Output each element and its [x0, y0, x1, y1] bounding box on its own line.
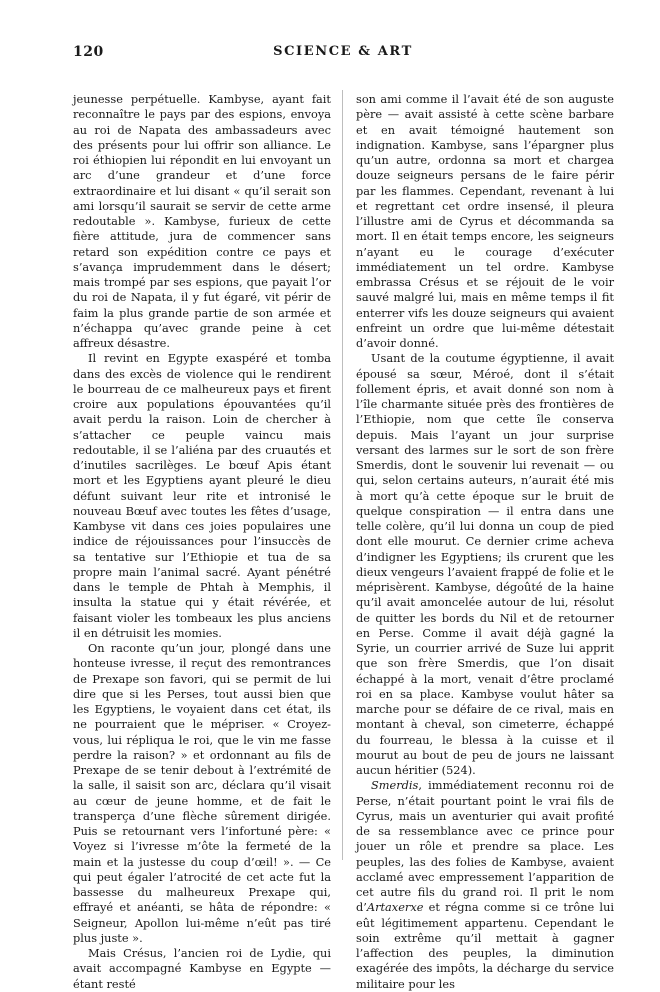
paragraph: Mais Crésus, l’ancien roi de Lydie, qui avait accompagné Kambyse en Egypte — étant resté — [73, 946, 331, 991]
paragraph: son ami comme il l’avait été de son auguste père — avait assisté à cette scène barbare et en avait témoigné hautement son indignation. Kambyse, sans l’épargner plus qu’un autre, ordonna sa mort et chargea douze seigneurs persans de le faire périr par les flammes. Cependant, revenant à lui et regrettant cet ordre insensé, il pleura l’illustre ami de Cyrus et décommanda sa mort. Il en était temps encore, les seigneurs n’ayant eu le courage d’exécuter immédiatement un tel ordre. Kambyse embrassa Crésus et se réjouit de le voir sauvé malgré lui, mais en même temps il fit enterrer vifs les douze seigneurs qui avaient enfreint un ordre que lui-même détestait d’avoir donné. — [356, 92, 614, 350]
paragraph: Usant de la coutume égyptienne, il avait épousé sa sœur, Méroé, dont il s’était follement épris, et avait donné son nom à l’île charmante située près des frontières de l’Ethiopie, nom que cette île conserva depuis. Mais l’ayant un jour surprise versant des larmes sur le sort de son frère Smerdis, dont le souvenir lui revenait — ou qui, selon certains auteurs, n’aurait été mis à mort qu’à cette époque sur le bruit de quelque conspiration — il entra dans une telle colère, qu’il lui donna un coup de pied dont elle mourut. Ce dernier crime acheva d’indigner les Egyptiens; ils crurent que les dieux vengeurs l’avaient frappé de folie et le méprisèrent. Kambyse, dégoûté de la haine qu’il avait amoncelée autour de lui, résolut de quitter les bords du Nil et de retourner en Perse. Comme il avait déjà gagné la Syrie, un courrier arrivé de Suze lui apprit que son frère Smerdis, que l’on disait échappé à la mort, venait d’être proclamé roi en sa place. Kambyse voulut hâter sa marche pour se défaire de ce rival, mais en montant à cheval, son cimeterre, échappé du fourreau, le blessa à la cuisse et il mourut au bout de peu de jours ne laissant aucun héritier (524). — [356, 351, 614, 777]
left-column — [73, 92, 331, 992]
right-column — [356, 92, 614, 992]
paragraph-text: , immédiatement reconnu roi de Perse, n’était pourtant point le vrai fils de Cyrus, mais un aventurier qui avait profité de sa ressemblance avec ce prince pour jouer un rôle et prendre sa place. Les peuples, las des folies de Kambyse, avaient acclamé avec empressement l’apparition de cet autre fils du grand roi. Il prit le nom d’ — [356, 778, 614, 915]
page-header — [73, 44, 613, 62]
paragraph-text-continued: et régna comme si ce trône lui eût légitimement appartenu. Cependant le soin extrême qu’il mettait à gagner l’affection des peuples, la diminution exagérée des impôts, la décharge du service militaire pour les — [356, 900, 614, 991]
italic-name-smerdis: Smerdis — [371, 778, 419, 793]
running-title: SCIENCE & ART — [273, 44, 413, 59]
paragraph: jeunesse perpétuelle. Kambyse, ayant fait reconnaître le pays par des espions, envoya au roi de Napata des ambassadeurs avec des présents pour lui offrir son alliance. Le roi éthiopien lui répondit en lui envoyant un arc d’une grandeur et d’une force extraordinaire et lui disant « qu’il serait son ami lorsqu’il saurait se servir de cette arme redoutable ». Kambyse, furieux de cette fière attitude, jura de commencer sans retard son expédition contre ce pays et s’avança imprudemment dans le désert; mais trompé par ses espions, que payait l’or du roi de Napata, il y fut égaré, vit périr de faim la plus grande partie de son armée et n’échappa qu’avec grande peine à cet affreux désastre. — [73, 92, 331, 350]
italic-name-artaxerxe: Artaxerxe — [366, 900, 424, 915]
paragraph: On raconte qu’un jour, plongé dans une honteuse ivresse, il reçut des remontrances de Prexape son favori, qui se permit de lui dire que si les Perses, tout aussi bien que les Egyptiens, le voyaient dans cet état, ils ne pourraient que le mépriser. « Croyez-vous, lui répliqua le roi, que le vin me fasse perdre la raison? » et ordonnant au fils de Prexape de se tenir debout à l’extrémité de la salle, il saisit son arc, déclara qu’il visait au cœur de jeune homme, et de fait le transperça d’une flèche sûrement dirigée. Puis se retournant vers l’infortuné père: « Voyez si l’ivresse m’ôte la fermeté de la main et la justesse du coup d’œil! ». — Ce qui peut égaler l’atrocité de cet acte fut la bassesse du malheureux Prexape qui, effrayé et anéanti, se hâta de répondre: « Seigneur, Apollon lui-même n’eût pas tiré plus juste ». — [73, 641, 331, 945]
paragraph — [356, 778, 614, 992]
page-number: 120 — [73, 44, 104, 60]
paragraph: Il revint en Egypte exaspéré et tomba dans des excès de violence qui le rendirent le bourreau de ce malheureux pays et firent croire aux populations épouvantées qu’il avait perdu la raison. Loin de chercher à s’attacher ce peuple vaincu mais redoutable, il se l’aliéna par des cruautés et d’inutiles sacrilèges. Le bœuf Apis étant mort et les Egyptiens ayant pleuré le dieu défunt suivant leur rite et intronisé le nouveau Bœuf avec toutes les fêtes d’usage, Kambyse vit dans ces joies populaires une indice de réjouissances pour l’insuccès de sa tentative sur l’Ethiopie et tua de sa propre main l’animal sacré. Ayant pénétré dans le temple de Phtah à Memphis, il insulta la statue qui y était révérée, et faisant violer les tombeaux les plus anciens il en détruisit les momies. — [73, 351, 331, 640]
column-divider — [342, 90, 343, 860]
